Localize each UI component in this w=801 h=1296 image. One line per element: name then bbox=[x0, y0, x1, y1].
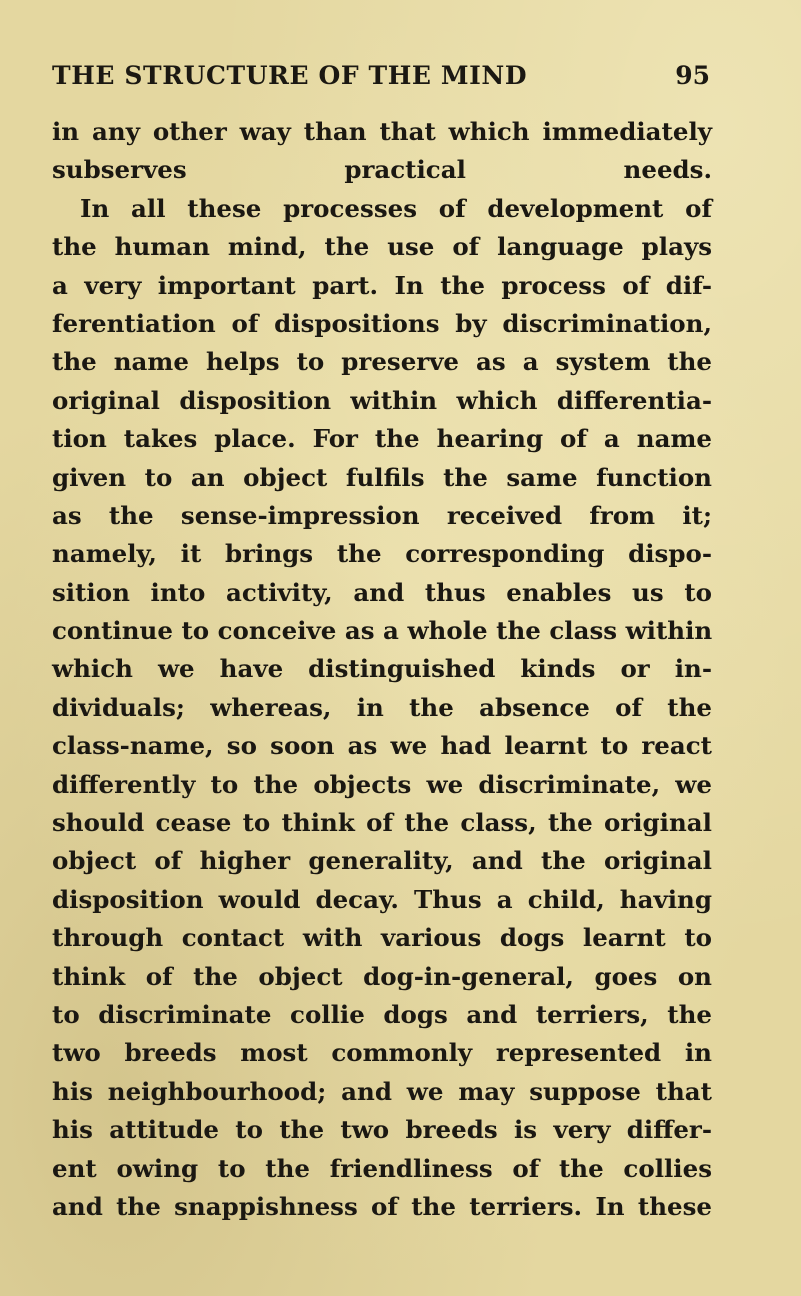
page-number: 95 bbox=[675, 61, 710, 90]
text-line: class-name, so soon as we had learnt to react bbox=[52, 731, 712, 761]
text-line: ent owing to the friendliness of the collies bbox=[52, 1153, 712, 1183]
text-line: think of the object dog-in-general, goes on bbox=[52, 961, 712, 991]
text-line: the name helps to preserve as a system the bbox=[52, 347, 712, 377]
text-line: disposition would decay. Thus a child, having bbox=[52, 884, 712, 914]
running-header bbox=[52, 58, 710, 94]
text-line: his attitude to the two breeds is very differ- bbox=[52, 1115, 712, 1145]
text-line: in any other way than that which immediately bbox=[52, 117, 712, 146]
text-line: which we have distinguished kinds or in- bbox=[52, 654, 712, 684]
text-line: namely, it brings the corresponding dispo- bbox=[52, 539, 712, 569]
text-line: his neighbourhood; and we may suppose that bbox=[52, 1076, 712, 1106]
running-title: THE STRUCTURE OF THE MIND bbox=[52, 61, 528, 90]
text-line: ferentiation of dispositions by discrimination, bbox=[52, 308, 712, 338]
text-line: to discriminate collie dogs and terriers, the bbox=[52, 999, 712, 1029]
text-line: differently to the objects we discriminate, we bbox=[52, 769, 712, 799]
text-line: given to an object fulfils the same function bbox=[52, 462, 712, 492]
body-text bbox=[52, 113, 712, 1226]
text-line: should cease to think of the class, the original bbox=[52, 808, 712, 838]
text-line: dividuals; whereas, in the absence of the bbox=[52, 692, 712, 722]
text-line: tion takes place. For the hearing of a name bbox=[52, 424, 712, 454]
text-line: through contact with various dogs learnt to bbox=[52, 923, 712, 953]
text-line: object of higher generality, and the original bbox=[52, 846, 712, 876]
text-line: original disposition within which differentia- bbox=[52, 385, 712, 415]
text-line: a very important part. In the process of dif- bbox=[52, 270, 712, 300]
text-line: and the snappishness of the terriers. In these bbox=[52, 1191, 712, 1221]
text-line: subserves practical needs. bbox=[52, 155, 712, 185]
text-line: continue to conceive as a whole the class within bbox=[52, 616, 713, 646]
text-line: two breeds most commonly represented in bbox=[52, 1038, 712, 1068]
text-line: the human mind, the use of language plays bbox=[52, 232, 712, 262]
text-line: as the sense-impression received from it; bbox=[52, 500, 712, 530]
text-line: sition into activity, and thus enables us to bbox=[52, 577, 712, 607]
paragraph-first-line: In all these processes of development of bbox=[80, 193, 712, 223]
